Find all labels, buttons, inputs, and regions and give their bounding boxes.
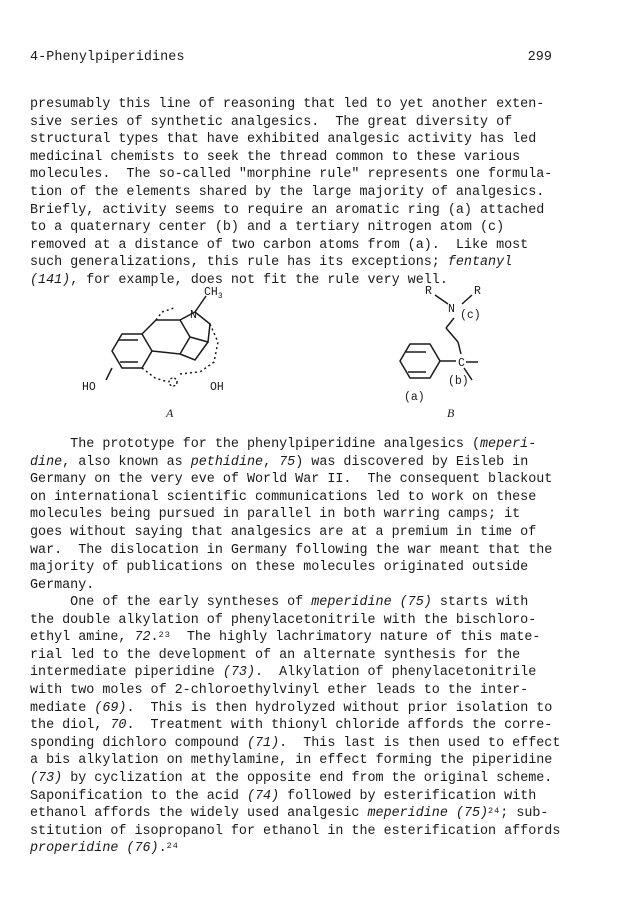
hydroxy-label-left: HO (82, 381, 96, 394)
text-line: on international scientific communications led to work on these (30, 489, 537, 505)
site-a-label: (a) (404, 391, 425, 404)
text-line: Germany on the very eve of World War II. The consequent blackout (30, 472, 553, 488)
running-title: 4-Phenylpiperidines (30, 50, 185, 65)
text-line: war. The dislocation in Germany following the war meant that the (30, 542, 553, 558)
text-line: presumably this line of reasoning that led to yet another exten- (30, 97, 545, 112)
structure-figure (80, 282, 550, 427)
compound-ref: 75 (279, 454, 296, 470)
compound-ref: (71) (246, 735, 280, 751)
text-line: to a quaternary center (b) and a tertiary nitrogen atom (c) (30, 220, 505, 236)
morphine-skeleton (106, 296, 218, 386)
text-line: medicinal chemists to seek the thread common to these various (30, 149, 521, 165)
text-line: removed at a distance of two carbon atoms from (a). Like most (30, 237, 529, 253)
compound-name: fentanyl (447, 255, 513, 271)
paragraph-morphine-rule (30, 96, 570, 290)
text-line: tion of the elements shared by the large majority of analgesics. (30, 184, 545, 200)
citation: 23 (158, 630, 171, 641)
text-line: One of the early syntheses of meperidine (75) starts with (30, 595, 529, 610)
quaternary-carbon-label: C (458, 357, 465, 370)
compound-ref: (73) (30, 770, 63, 786)
r-substituent-2: R (474, 285, 481, 298)
text-line: ethanol affords the widely used analgesic meperidine $(75)^{24}$; sub- (30, 806, 549, 822)
text-line: Saponification to the acid (74) followed by esterification with (30, 788, 537, 804)
compound-ref: meperidine (75) (311, 595, 432, 610)
nitrogen-label-a: N (190, 309, 197, 322)
text-line: molecules being pursued in parallel in both warring camps; it (30, 507, 521, 523)
page-number: 299 (527, 50, 552, 65)
text-line: goes without saying that analgesics are at a premium in time of (30, 524, 537, 540)
text-line: sive series of synthetic analgesics. The great diversity of (30, 114, 513, 130)
compound-ref: (73) (222, 665, 256, 681)
text-line: structural types that have exhibited analgesic activity has led (30, 132, 537, 148)
r-substituent-1: R (425, 285, 432, 298)
compound-name: dine (30, 454, 63, 470)
structure-label-b: B (447, 406, 455, 420)
text-line: majority of publications on these molecules originated outside (30, 560, 529, 576)
compound-ref: (141) (30, 272, 71, 288)
compound-ref: 70 (110, 718, 127, 734)
compound-name: meperidine (75) (367, 806, 489, 822)
text-line: properidine (76).$^{24}$ (30, 841, 179, 857)
chemical-structures-svg (80, 282, 550, 427)
phenylpiperidine-rule-skeleton (400, 295, 478, 380)
compound-name: pethidine (190, 454, 264, 470)
site-c-label: (c) (460, 309, 481, 322)
text-line: molecules. The so-called "morphine rule" represents one formula- (30, 167, 553, 183)
text-line: Germany. (30, 577, 95, 593)
paragraph-prototype (30, 436, 570, 594)
text-line: rial led to the development of an alternate synthesis for the (30, 647, 521, 663)
text-line: The prototype for the phenylpiperidine analgesics (meperi- (30, 437, 537, 452)
text-line: Briefly, activity seems to require an aromatic ring (a) attached (30, 202, 545, 218)
compound-name: properidine (76) (30, 841, 159, 857)
compound-ref: 72 (134, 630, 151, 646)
hydroxy-label-right: OH (210, 381, 224, 394)
compound-ref: (74) (246, 788, 280, 804)
text-line: (141), for example, does not fit the rule very well. (30, 272, 448, 288)
ch3-label: $CH_3$ (204, 286, 223, 301)
compound-ref: (69) (94, 700, 127, 716)
text-line: ethyl amine, 72.23 The highly lachrimatory nature of this mate- (30, 630, 541, 646)
site-b-label: (b) (448, 375, 469, 388)
text-line: sponding dichloro compound (71). This last is then used to effect (30, 735, 561, 751)
text-line: such generalizations, this rule has its exceptions; fentanyl (30, 255, 513, 271)
text-line: the double alkylation of phenylacetonitrile with the bischloro- (30, 612, 537, 628)
compound-name: meperi- (480, 437, 537, 452)
structure-label-a: A (166, 406, 174, 420)
text-line: the diol, 70. Treatment with thionyl chloride affords the corre- (30, 718, 553, 734)
text-line: dine, also known as pethidine, 75) was discovered by Eisleb in (30, 454, 529, 470)
citation: 24 (166, 841, 179, 852)
nitrogen-label-b: N (448, 303, 455, 316)
text-line: mediate (69). This is then hydrolyzed without prior isolation to (30, 700, 553, 716)
text-line: a bis alkylation on methylamine, in effect forming the piperidine (30, 753, 553, 769)
text-line: stitution of isopropanol for ethanol in the esterification affords (30, 823, 561, 839)
text-line: with two moles of 2-chloroethylvinyl ether leads to the inter- (30, 682, 529, 698)
text-line: (73) by cyclization at the opposite end from the original scheme. (30, 770, 553, 786)
citation: 24 (488, 806, 501, 817)
text-line: intermediate piperidine (73). Alkylation of phenylacetonitrile (30, 665, 537, 681)
paragraph-synthesis (30, 594, 570, 858)
